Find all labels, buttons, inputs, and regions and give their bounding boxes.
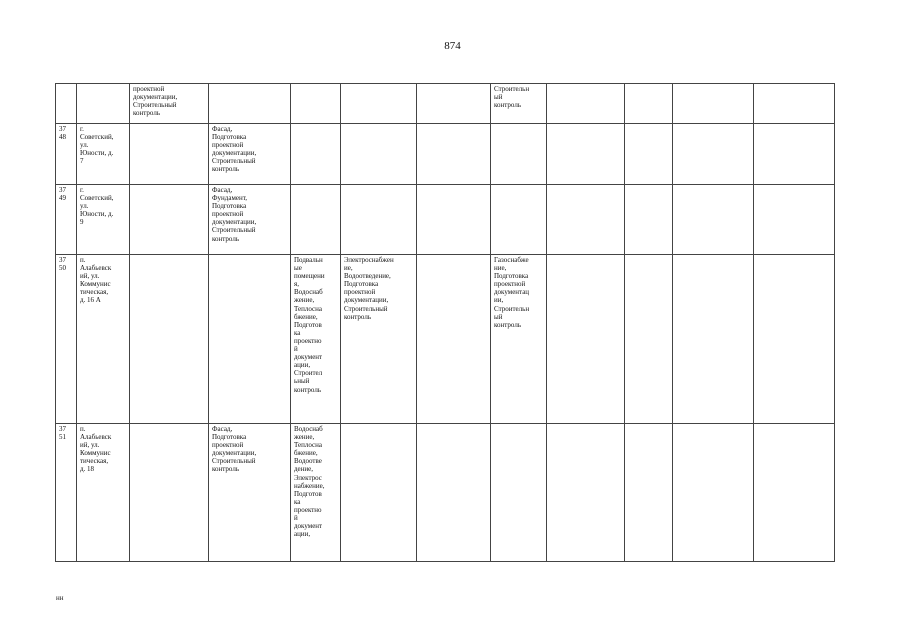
work-cell: [417, 84, 491, 124]
empty-cell: [625, 124, 673, 185]
table-row: [56, 424, 835, 562]
empty-cell: [625, 255, 673, 424]
empty-cell: [754, 255, 835, 424]
work-cell: [417, 255, 491, 424]
work-cell: [491, 424, 547, 562]
address-cell: г. Советский, ул. Юности, д. 9: [77, 185, 130, 255]
empty-cell: [547, 124, 625, 185]
table-row: [56, 185, 835, 255]
table-row: [56, 255, 835, 424]
empty-cell: [547, 255, 625, 424]
work-cell: [130, 185, 209, 255]
row-number-cell: 37 49: [56, 185, 77, 255]
address-cell: [77, 84, 130, 124]
work-cell: [341, 84, 417, 124]
empty-cell: [754, 84, 835, 124]
work-cell: Фасад, Подготовка проектной документации, Строительный контроль: [209, 424, 291, 562]
empty-cell: [673, 84, 754, 124]
page-number: 874: [444, 40, 461, 52]
address-cell: п. Алабьевск ий, ул. Коммунис тическая, д. 18: [77, 424, 130, 562]
work-cell: Фасад, Фундамент, Подготовка проектной документации, Строительный контроль: [209, 185, 291, 255]
empty-cell: [625, 185, 673, 255]
work-cell: [209, 255, 291, 424]
address-cell: п. Алабьевск ий, ул. Коммунис тическая, д. 16 А: [77, 255, 130, 424]
work-cell: [130, 424, 209, 562]
work-cell: [417, 424, 491, 562]
work-cell: [130, 124, 209, 185]
empty-cell: [673, 124, 754, 185]
work-cell: [291, 84, 341, 124]
empty-cell: [754, 124, 835, 185]
row-number-cell: 37 48: [56, 124, 77, 185]
row-number-cell: 37 50: [56, 255, 77, 424]
work-cell: Газоснабже ние, Подготовка проектной документац ии, Строительн ый контроль: [491, 255, 547, 424]
work-cell: Водоснаб жение, Теплосна бжение, Водоотве дение, Электрос набжение, Подготов ка проектно й документ ации,: [291, 424, 341, 562]
work-cell: Строительн ый контроль: [491, 84, 547, 124]
work-cell: [209, 84, 291, 124]
work-cell: [491, 185, 547, 255]
empty-cell: [754, 424, 835, 562]
repair-schedule-table: [55, 83, 835, 562]
empty-cell: [673, 255, 754, 424]
work-cell: [491, 124, 547, 185]
table-row: [56, 84, 835, 124]
work-cell: [341, 185, 417, 255]
empty-cell: [625, 84, 673, 124]
empty-cell: [547, 84, 625, 124]
work-cell: [291, 185, 341, 255]
work-cell: [341, 124, 417, 185]
row-number-cell: [56, 84, 77, 124]
empty-cell: [547, 185, 625, 255]
empty-cell: [754, 185, 835, 255]
empty-cell: [547, 424, 625, 562]
empty-cell: [625, 424, 673, 562]
work-cell: [291, 124, 341, 185]
address-cell: г. Советский, ул. Юности, д. 7: [77, 124, 130, 185]
work-cell: [417, 124, 491, 185]
work-cell: проектной документации, Строительный контроль: [130, 84, 209, 124]
work-cell: [130, 255, 209, 424]
work-cell: [341, 424, 417, 562]
footer-mark: нн: [56, 594, 64, 602]
table-row: [56, 124, 835, 185]
empty-cell: [673, 424, 754, 562]
work-cell: Подвальн ые помещени я, Водоснаб жение, Теплосна бжение, Подготов ка проектно й документ ации, Строител ьный контроль: [291, 255, 341, 424]
empty-cell: [673, 185, 754, 255]
work-cell: Электроснабжен ие, Водоотведение, Подготовка проектной документации, Строительный контроль: [341, 255, 417, 424]
work-cell: [417, 185, 491, 255]
work-cell: Фасад, Подготовка проектной документации, Строительный контроль: [209, 124, 291, 185]
row-number-cell: 37 51: [56, 424, 77, 562]
